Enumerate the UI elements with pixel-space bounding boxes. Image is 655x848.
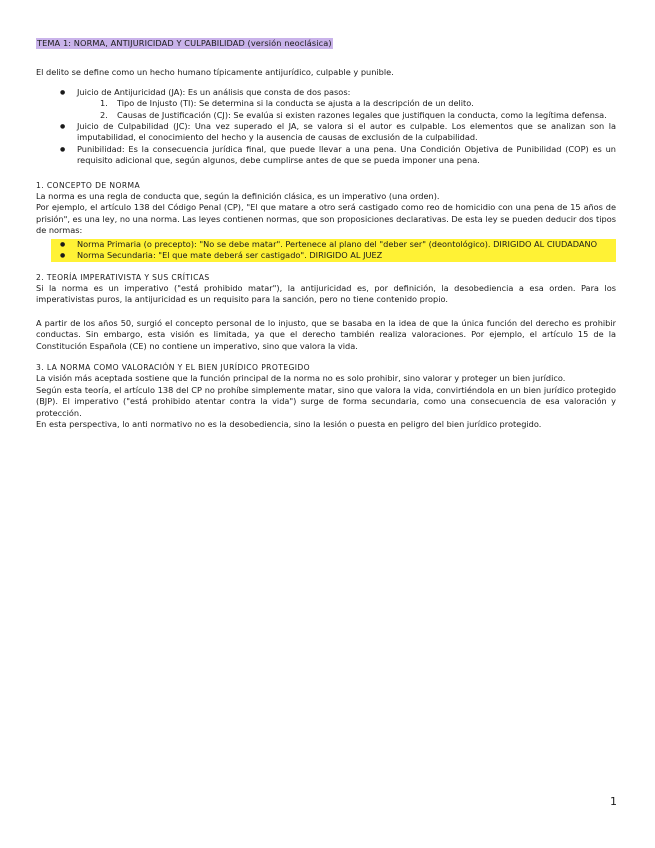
bullet-text-jc: Juicio de Culpabilidad (JC): Una vez superado el JA, se valora si el autor es culpable. Los elementos que se analizan son la imputabilidad, el conocimiento del hecho y la ausencia de causas de exclusión de la culpabilidad. <box>77 121 616 143</box>
sub-item-number: 1. <box>100 98 108 109</box>
list-item <box>77 121 616 144</box>
elements-list <box>36 87 616 167</box>
intro-paragraph: El delito se define como un hecho humano típicamente antijurídico, culpable y punible. <box>36 67 394 78</box>
bullet-text-punibilidad: Punibilidad: Es la consecuencia jurídica final, que puede llevar a una pena. Una Condición Objetiva de Punibilidad (COP) es un requisito adicional que, según algunos, debe cumplirse antes de que se pueda imponer una pena. <box>77 143 616 166</box>
sub-item-text: Tipo de Injusto (TI): Se determina si la conducta se ajusta a la descripción de un delito. <box>117 98 474 109</box>
section3-paragraph: En esta perspectiva, lo anti normativo no es la desobediencia, sino la lesión o puesta en peligro del bien jurídico protegido. <box>36 418 542 429</box>
section3-paragraph: Según esta teoría, el artículo 138 del CP no prohíbe simplemente matar, sino que valora la vida, convirtiéndola en un bien jurídico protegido (BJP). El imperativo ("está prohibido atentar contra la vida") surge de forma secundaria, como una consecuencia de esa valoración y protección. <box>36 384 616 418</box>
highlighted-list-item: ● Norma Primaria (o precepto): "No se debe matar". Pertenece al plano del "deber ser" (deontológico). DIRIGIDO AL CIUDADANO <box>51 239 616 250</box>
section-heading-3: 3. LA NORMA COMO VALORACIÓN Y EL BIEN JURÍDICO PROTEGIDO <box>36 362 311 372</box>
section1-paragraph: Por ejemplo, el artículo 138 del Código Penal (CP), "El que matare a otro será castigado como reo de homicidio con una pena de 15 años de prisión", es una ley, no una norma. Las leyes contienen normas, que son proposiciones declarativas. De esta ley se pueden deducir dos tipos de normas: <box>36 202 616 236</box>
norm-types-list <box>36 239 616 262</box>
list-item <box>77 144 616 167</box>
document-title: TEMA 1: NORMA, ANTIJURICIDAD Y CULPABILIDAD (versión neoclásica) <box>37 38 332 48</box>
section-heading-2: 2. TEORÍA IMPERATIVISTA Y SUS CRÍTICAS <box>36 272 210 282</box>
sub-list <box>77 98 616 121</box>
list-item <box>77 87 616 121</box>
sub-list-item <box>100 109 616 121</box>
sub-item-number: 2. <box>100 109 108 120</box>
section-heading-1: 1. CONCEPTO DE NORMA <box>36 180 141 190</box>
section2-paragraph: A partir de los años 50, surgió el concepto personal de lo injusto, que se basaba en la idea de que la única función del derecho es prohibir conductas. Sin embargo, esta visión es limitada, ya que el derecho también realiza valoraciones. Por ejemplo, el artículo 15 de la Constitución Española (CE) no contiene un imperativo, sino que valora la vida. <box>36 317 616 351</box>
sub-list-item <box>100 98 616 109</box>
paragraph-gap <box>36 306 616 318</box>
highlighted-list-item: ● Norma Secundaria: "El que mate deberá ser castigado". DIRIGIDO AL JUEZ <box>51 250 616 261</box>
sub-item-text: Causas de Justificación (CJ): Se evalúa si existen razones legales que justifiquen la conducta, como la legítima defensa. <box>117 109 607 120</box>
page-number: 1 <box>610 795 617 808</box>
section3-paragraph: La visión más aceptada sostiene que la función principal de la norma no es solo prohibir, sino valorar y proteger un bien jurídico. <box>36 373 566 384</box>
section1-paragraph: La norma es una regla de conducta que, según la definición clásica, es un imperativo (una orden). <box>36 191 440 202</box>
document-body <box>36 38 616 430</box>
bullet-text-ja: Juicio de Antijuricidad (JA): Es un análisis que consta de dos pasos: <box>77 86 351 97</box>
section2-paragraph: Si la norma es un imperativo ("está prohibido matar"), la antijuricidad es, por definición, la desobediencia a esa orden. Para los imperativistas puros, la antijuricidad es un requisito para la sanción, pero no tiene contenido propio. <box>36 282 616 305</box>
